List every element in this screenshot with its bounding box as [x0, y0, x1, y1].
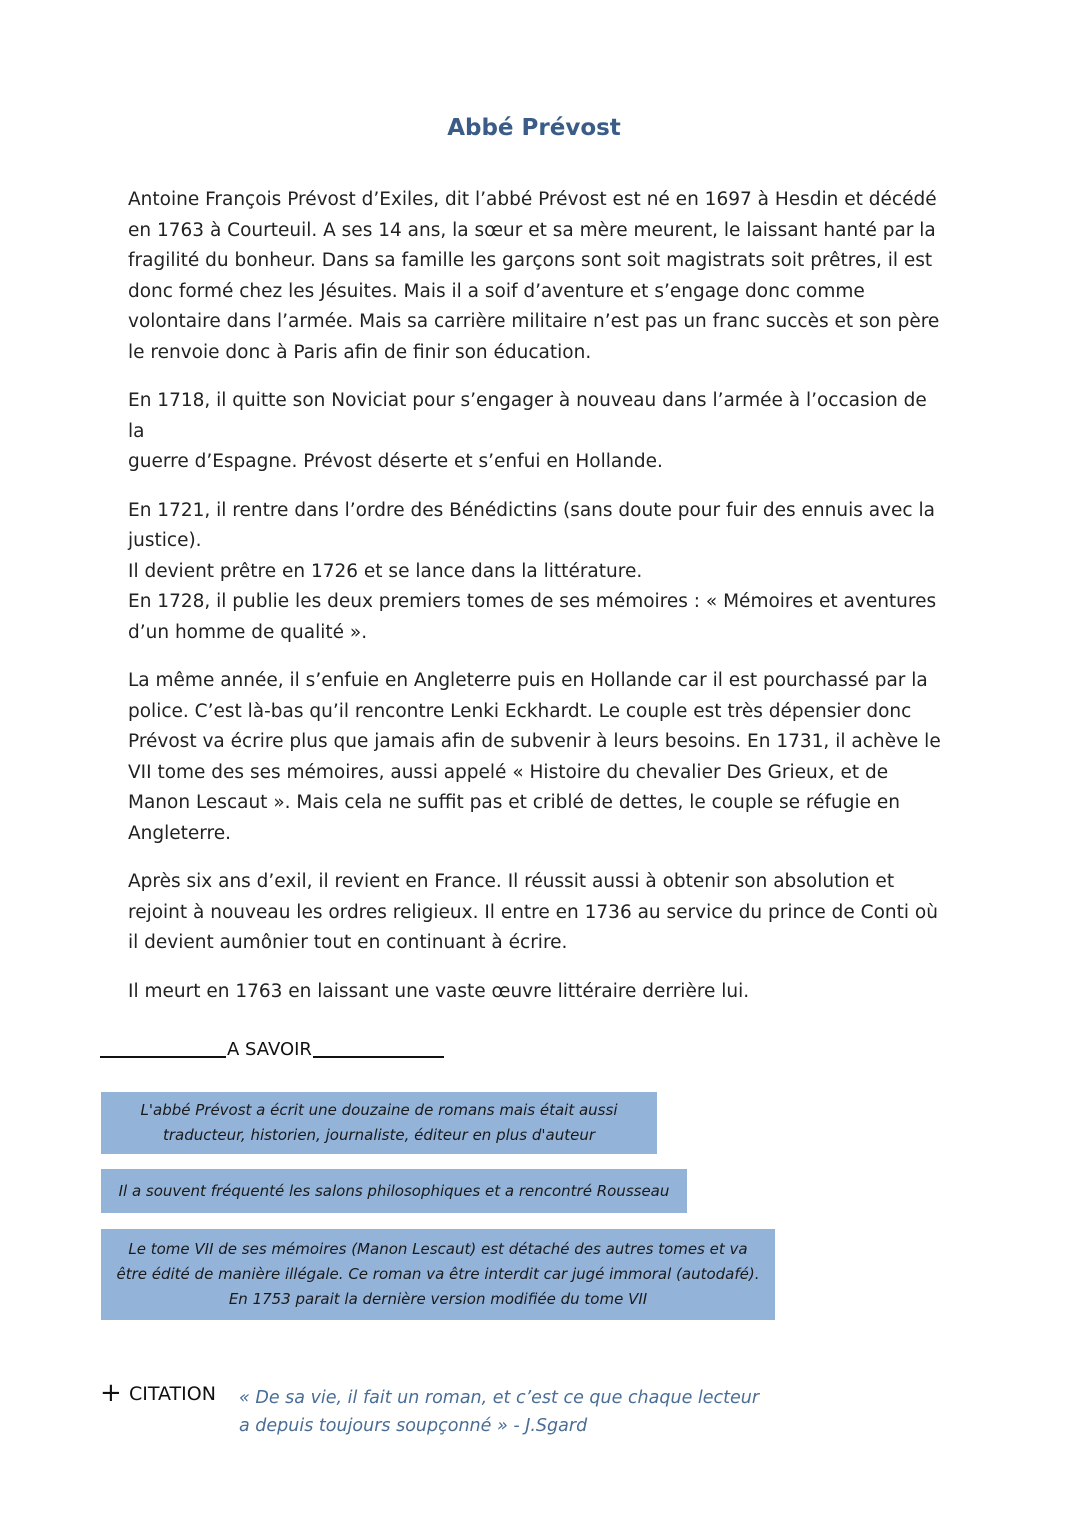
note-line: être édité de manière illégale. Ce roman va être interdit car jugé immoral (autodafé). — [116, 1265, 760, 1283]
note-line: Le tome VII de ses mémoires (Manon Lescaut) est détaché des autres tomes et va — [128, 1240, 748, 1258]
heading-rule-right — [313, 1056, 444, 1058]
citation-block — [100, 1380, 800, 1440]
text-line: police. C’est là-bas qu’il rencontre Lenki Eckhardt. Le couple est très dépensier donc — [128, 700, 912, 722]
note-line: L'abbé Prévost a écrit une douzaine de romans mais était aussi — [140, 1101, 618, 1119]
paragraph-3 — [128, 496, 943, 649]
text-line: Après six ans d’exil, il revient en France. Il réussit aussi à obtenir son absolution et — [128, 871, 895, 892]
quote-line: a depuis toujours soupçonné » - J.Sgard — [239, 1416, 588, 1436]
note-line: Il a souvent fréquenté les salons philosophiques et a rencontré Rousseau — [118, 1181, 670, 1200]
text-line: Il devient prêtre en 1726 et se lance dans la littérature. — [128, 560, 643, 582]
note-box-2 — [101, 1169, 687, 1213]
text-line: fragilité du bonheur. Dans sa famille les garçons sont soit magistrats soit prêtres, il est — [128, 250, 933, 271]
text-line: Angleterre. — [128, 822, 232, 844]
text-line: En 1718, il quitte son Noviciat pour s’engager à nouveau dans l’armée à l’occasion de la — [128, 390, 927, 442]
text-line: Il meurt en 1763 en laissant une vaste œuvre littéraire derrière lui. — [128, 980, 750, 1002]
text-line: Antoine François Prévost d’Exiles, dit l’abbé Prévost est né en 1697 à Hesdin et décédé — [128, 189, 937, 210]
paragraph-5 — [128, 867, 943, 959]
text-line: VII tome des ses mémoires, aussi appelé « Histoire du chevalier Des Grieux, et de — [128, 761, 889, 783]
text-line: volontaire dans l’armée. Mais sa carrière militaire n’est pas un franc succès et son père — [128, 311, 940, 332]
heading-rule-left — [100, 1056, 226, 1058]
text-line: La même année, il s’enfuie en Angleterre puis en Hollande car il est pourchassé par la — [128, 670, 928, 691]
citation-quote — [239, 1384, 759, 1440]
quote-line: « De sa vie, il fait un roman, et c’est ce que chaque lecteur — [239, 1388, 760, 1408]
note-box-1 — [101, 1092, 657, 1154]
note-box-3 — [101, 1229, 775, 1320]
note-line: traducteur, historien, journaliste, éditeur en plus d'auteur — [162, 1126, 595, 1144]
text-line: il devient aumônier tout en continuant à écrire. — [128, 932, 568, 953]
note-line: En 1753 parait la dernière version modifiée du tome VII — [228, 1290, 648, 1308]
text-line: en 1763 à Courteuil. A ses 14 ans, la sœur et sa mère meurent, le laissant hanté par la — [128, 219, 936, 241]
plus-icon: + — [100, 1378, 122, 1408]
paragraph-6 — [128, 977, 943, 1008]
text-line: donc formé chez les Jésuites. Mais il a soif d’aventure et s’engage donc comme — [128, 280, 865, 302]
a-savoir-heading — [100, 1039, 445, 1063]
paragraph-2 — [128, 386, 943, 478]
page-title: Abbé Prévost — [447, 115, 621, 142]
paragraph-1 — [128, 185, 943, 368]
a-savoir-label: A SAVOIR — [227, 1039, 312, 1060]
biography-text — [128, 185, 943, 1025]
text-line: En 1728, il publie les deux premiers tomes de ses mémoires : « Mémoires et aventures — [128, 591, 937, 612]
text-line: rejoint à nouveau les ordres religieux. Il entre en 1736 au service du prince de Conti où — [128, 901, 938, 923]
paragraph-4 — [128, 666, 943, 849]
text-line: Prévost va écrire plus que jamais afin de subvenir à leurs besoins. En 1731, il achève le — [128, 731, 941, 752]
text-line: le renvoie donc à Paris afin de finir son éducation. — [128, 341, 592, 363]
text-line: d’un homme de qualité ». — [128, 621, 368, 643]
citation-label: CITATION — [129, 1383, 216, 1405]
text-line: guerre d’Espagne. Prévost déserte et s’enfui en Hollande. — [128, 451, 663, 472]
text-line: justice). — [128, 530, 202, 551]
text-line: En 1721, il rentre dans l’ordre des Bénédictins (sans doute pour fuir des ennuis avec la — [128, 499, 935, 521]
text-line: Manon Lescaut ». Mais cela ne suffit pas et criblé de dettes, le couple se réfugie en — [128, 792, 900, 813]
